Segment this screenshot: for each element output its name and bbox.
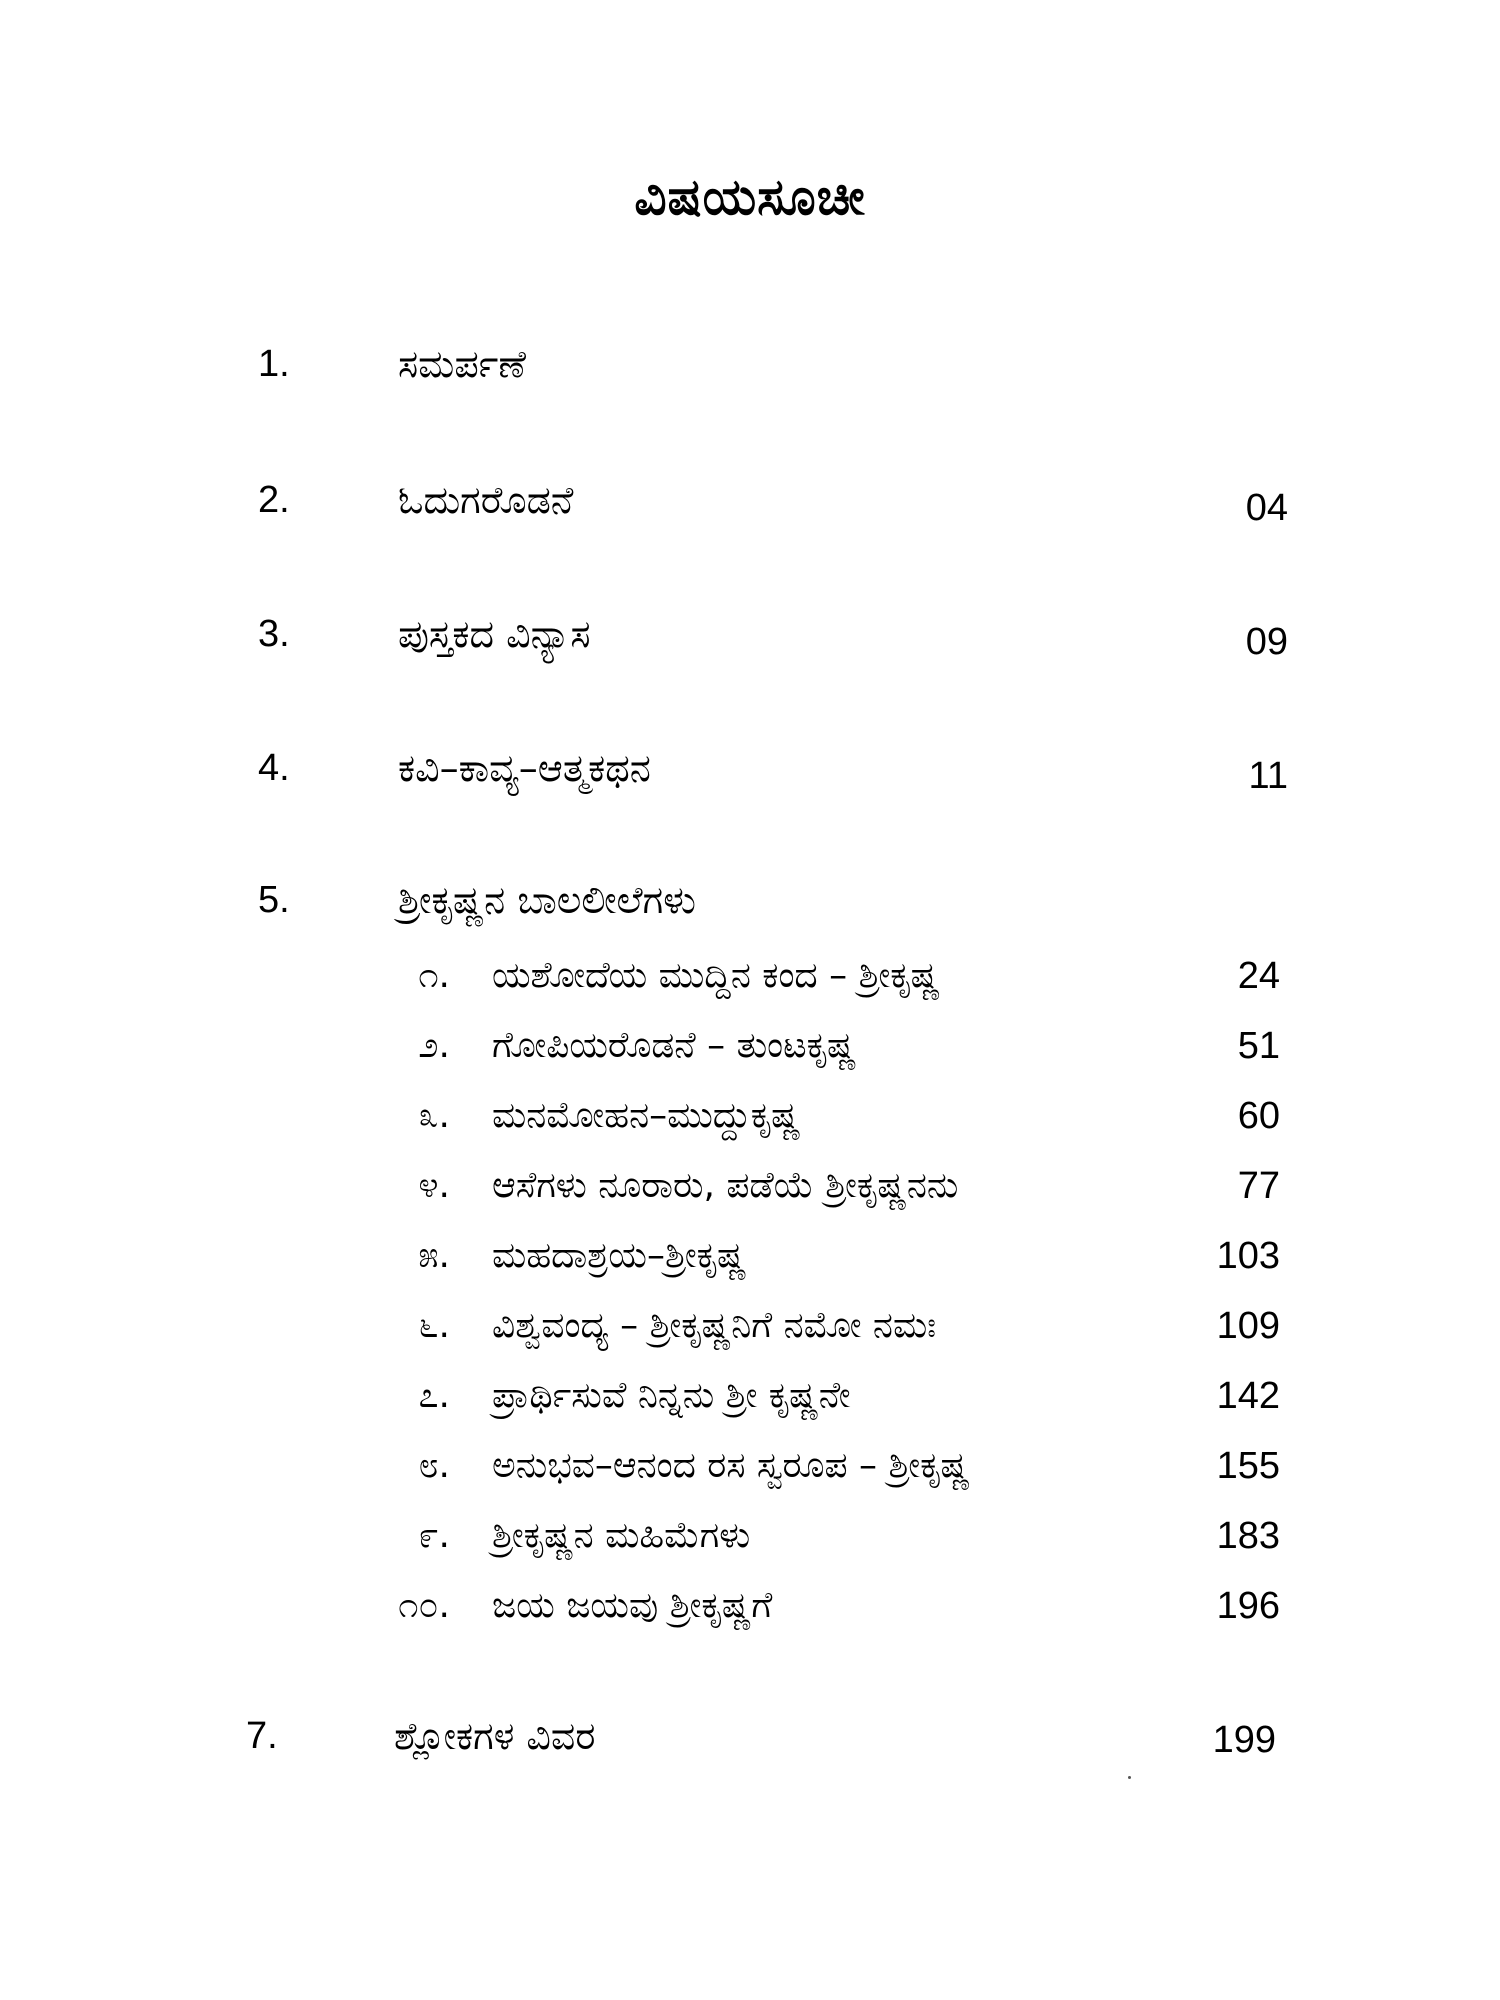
entry-number: 1. xyxy=(258,343,290,385)
subentry-number: ೫. xyxy=(418,1235,450,1276)
entry-number: 4. xyxy=(258,747,290,789)
subentry-title: ಶ್ರೀಕೃಷ್ಣನ ಮಹಿಮೆಗಳು xyxy=(492,1515,751,1556)
subentry-page: 109 xyxy=(1216,1305,1280,1347)
entry-page: 04 xyxy=(1245,487,1288,529)
subentry-number: ೧೦. xyxy=(398,1585,450,1626)
toc-subentry xyxy=(0,1088,1500,1144)
subentry-page: 103 xyxy=(1216,1235,1280,1277)
entry-title: ಕವಿ–ಕಾವ್ಯ–ಆತ್ಮಕಥನ xyxy=(398,746,651,790)
scan-speck xyxy=(1128,1776,1131,1779)
page-title: ವಿಷಯಸೂಚೀ xyxy=(634,168,866,226)
entry-title: ಶ್ಲೋಕಗಳ ವಿವರ xyxy=(394,1714,596,1758)
entry-page: 199 xyxy=(1212,1719,1276,1761)
toc-subentry xyxy=(0,1298,1500,1354)
subentry-title: ಜಯ ಜಯವು ಶ್ರೀಕೃಷ್ಣಗೆ xyxy=(492,1585,773,1626)
subentry-number: ೩. xyxy=(418,1095,450,1136)
subentry-number: ೭. xyxy=(418,1375,450,1416)
toc-subentry xyxy=(0,1438,1500,1494)
entry-page: 11 xyxy=(1248,755,1288,797)
entry-title: ಶ್ರೀಕೃಷ್ಣನ ಬಾಲಲೀಲೆಗಳು xyxy=(398,878,696,922)
subentry-title: ಆಸೆಗಳು ನೂರಾರು, ಪಡೆಯೆ ಶ್ರೀಕೃಷ್ಣನನು xyxy=(492,1165,959,1206)
subentry-title: ಪ್ರಾರ್ಥಿಸುವೆ ನಿನ್ನನು ಶ್ರೀ ಕೃಷ್ಣನೇ xyxy=(492,1375,851,1416)
subentry-title: ಮಹದಾಶ್ರಯ–ಶ್ರೀಕೃಷ್ಣ xyxy=(492,1235,747,1276)
subentry-number: ೬. xyxy=(418,1305,450,1346)
entry-number: 2. xyxy=(258,479,290,521)
toc-subentry xyxy=(0,1228,1500,1284)
toc-entry-2 xyxy=(0,470,1500,530)
entry-title: ಓದುಗರೊಡನೆ xyxy=(398,478,574,522)
subentry-page: 142 xyxy=(1216,1375,1280,1417)
toc-entry-5 xyxy=(0,870,1500,930)
subentry-number: ೮. xyxy=(418,1445,450,1486)
toc-entry-4 xyxy=(0,738,1500,798)
subentry-title: ಮನಮೋಹನ–ಮುದ್ದುಕೃಷ್ಣ xyxy=(492,1095,801,1136)
toc-entry-7 xyxy=(0,1706,1500,1766)
entry-title: ಪುಸ್ತಕದ ವಿನ್ಯಾಸ xyxy=(398,612,591,656)
toc-entry-3 xyxy=(0,604,1500,664)
entry-number: 5. xyxy=(258,879,290,921)
toc-subentry xyxy=(0,948,1500,1004)
subentry-title: ವಿಶ್ವವಂದ್ಯ – ಶ್ರೀಕೃಷ್ಣನಿಗೆ ನಮೋ ನಮಃ xyxy=(492,1305,937,1346)
toc-subentry xyxy=(0,1578,1500,1634)
subentry-page: 60 xyxy=(1237,1095,1280,1137)
toc-subentry xyxy=(0,1018,1500,1074)
entry-title: ಸಮರ್ಪಣೆ xyxy=(398,342,527,386)
subentry-number: ೯. xyxy=(418,1515,450,1556)
subentry-number: ೨. xyxy=(418,1025,450,1066)
entry-page: 09 xyxy=(1245,621,1288,663)
subentry-page: 183 xyxy=(1216,1515,1280,1557)
entry-number: 7. xyxy=(246,1715,278,1757)
toc-subentry xyxy=(0,1368,1500,1424)
subentry-title: ಯಶೋದೆಯ ಮುದ್ದಿನ ಕಂದ – ಶ್ರೀಕೃಷ್ಣ xyxy=(492,955,941,996)
subentry-title: ಗೋಪಿಯರೊಡನೆ – ತುಂಟಕೃಷ್ಣ xyxy=(492,1025,857,1066)
subentry-page: 77 xyxy=(1237,1165,1280,1207)
entry-number: 3. xyxy=(258,613,290,655)
toc-subentry xyxy=(0,1158,1500,1214)
subentry-page: 24 xyxy=(1237,955,1280,997)
subentry-number: ೧. xyxy=(418,955,450,996)
toc-subentry xyxy=(0,1508,1500,1564)
subentry-number: ೪. xyxy=(418,1165,450,1206)
subentry-page: 51 xyxy=(1237,1025,1280,1067)
subentry-page: 155 xyxy=(1216,1445,1280,1487)
subentry-title: ಅನುಭವ–ಆನಂದ ರಸ ಸ್ವರೂಪ – ಶ್ರೀಕೃಷ್ಣ xyxy=(492,1445,971,1486)
subentry-page: 196 xyxy=(1216,1585,1280,1627)
toc-entry-1 xyxy=(0,334,1500,394)
